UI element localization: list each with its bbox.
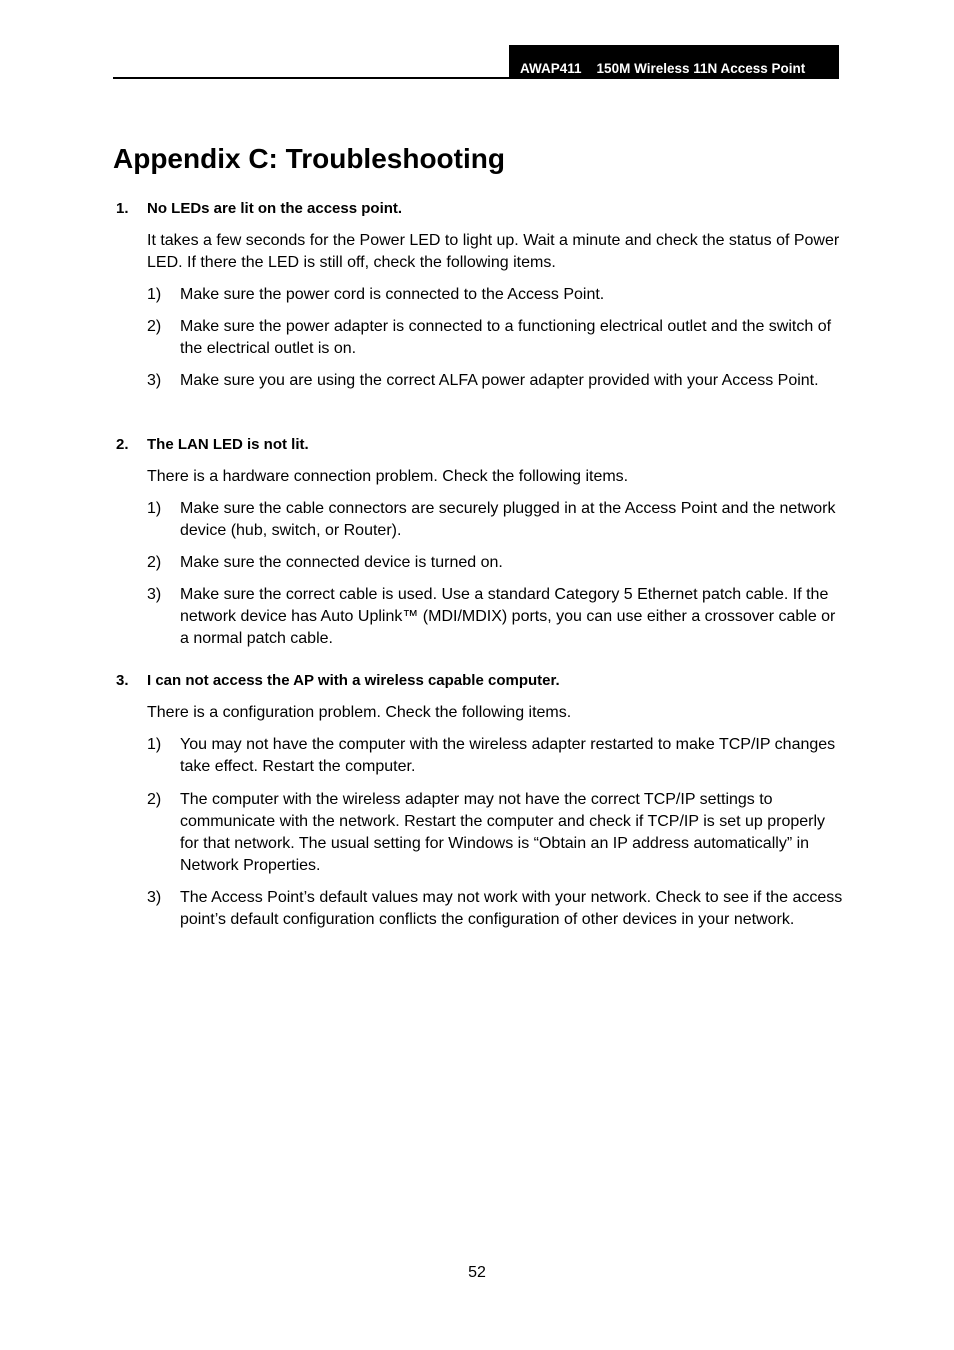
list-item-number: 3)	[147, 372, 162, 389]
page-number: 52	[468, 1264, 486, 1281]
section-heading: I can not access the AP with a wireless capable computer.	[147, 672, 560, 689]
list-item: Make sure the cable connectors are securely plugged in at the Access Point and the network device (hub, switch, or Router).	[180, 500, 836, 539]
section-intro: There is a configuration problem. Check the following items.	[147, 704, 572, 721]
section-number: 2.	[116, 436, 129, 453]
list-item: The computer with the wireless adapter may not have the correct TCP/IP settings to communicate with the network. Restart the computer and check if TCP/IP is set up properly for that network. The usual setting for Windows is “Obtain an IP address automatically” in Network Properties.	[180, 791, 826, 874]
list-item-number: 2)	[147, 554, 162, 571]
list-item: You may not have the computer with the wireless adapter restarted to make TCP/IP changes take effect. Restart the computer.	[180, 736, 836, 775]
section-heading: The LAN LED is not lit.	[147, 436, 309, 453]
list-item-number: 3)	[147, 889, 162, 906]
section-number: 3.	[116, 672, 129, 689]
section-intro: It takes a few seconds for the Power LED to light up. Wait a minute and check the status of Power LED. If there the LED is still off, check the following items.	[147, 232, 840, 271]
list-item-number: 3)	[147, 586, 162, 603]
list-item-number: 1)	[147, 500, 162, 517]
list-item: Make sure the correct cable is used. Use a standard Category 5 Ethernet patch cable. If the network device has Auto Uplink™ (MDI/MDIX) ports, you can use either a crossover cable or a normal patch cable.	[180, 586, 836, 647]
list-item-number: 1)	[147, 286, 162, 303]
header-product: 150M Wireless 11N Access Point	[596, 61, 806, 76]
list-item: Make sure you are using the correct ALFA power adapter provided with your Access Point.	[180, 372, 819, 389]
list-item: The Access Point’s default values may not work with your network. Check to see if the access point’s default configuration conflicts the configuration of other devices in your network.	[180, 889, 843, 928]
section-heading: No LEDs are lit on the access point.	[147, 200, 403, 217]
section-number: 1.	[116, 200, 129, 217]
header-banner	[509, 45, 839, 79]
header-model: AWAP411	[520, 61, 582, 76]
list-item-number: 2)	[147, 318, 162, 335]
section-intro: There is a hardware connection problem. Check the following items.	[147, 468, 629, 485]
list-item-number: 1)	[147, 736, 162, 753]
list-item: Make sure the connected device is turned on.	[180, 554, 503, 571]
list-item-number: 2)	[147, 791, 162, 808]
list-item: Make sure the power adapter is connected to a functioning electrical outlet and the switch of the electrical outlet is on.	[180, 318, 832, 357]
list-item: Make sure the power cord is connected to the Access Point.	[180, 286, 605, 303]
page-title: Appendix C: Troubleshooting	[113, 143, 505, 174]
